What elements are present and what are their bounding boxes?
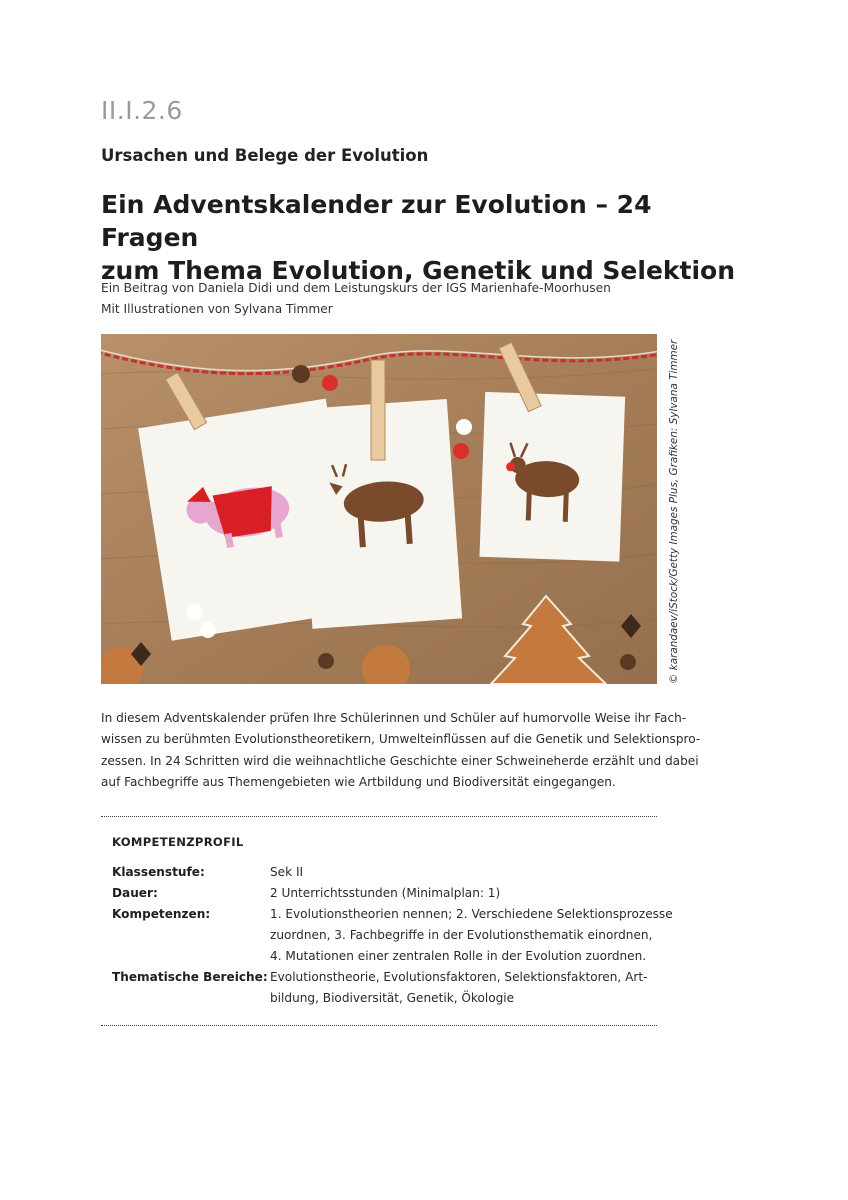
chocolate-ball	[292, 365, 310, 383]
profile-row	[112, 883, 657, 904]
dotted-divider	[101, 816, 657, 817]
authors-line: Ein Beitrag von Daniela Didi und dem Leistungskurs der IGS Marienhafe-Moorhusen	[101, 281, 611, 295]
illustrations-line: Mit Illustrationen von Sylvana Timmer	[101, 302, 333, 316]
photo-credit: © karandaev/iStock/Getty Images Plus, Grafiken: Sylvana Timmer	[668, 339, 680, 684]
document-title	[101, 188, 741, 287]
title-line: Ein Adventskalender zur Evolution – 24 Fragen	[101, 190, 652, 252]
profile-value-line: 4. Mutationen einer zentralen Rolle in der Evolution zuordnen.	[270, 949, 647, 963]
profile-row	[112, 862, 657, 883]
profile-value-line: Evolutionstheorie, Evolutionsfaktoren, Selektionsfaktoren, Art-	[270, 970, 648, 984]
intro-line: auf Fachbegriffe aus Themengebieten wie Artbildung und Biodiversität eingegangen.	[101, 775, 616, 790]
profile-key: Dauer:	[112, 886, 158, 900]
profile-value	[270, 904, 673, 967]
photo-illustration	[101, 334, 657, 684]
profile-key: Klassenstufe:	[112, 865, 205, 879]
intro-line: In diesem Adventskalender prüfen Ihre Schülerinnen und Schüler auf humorvolle Weise ihr Fach-	[101, 711, 687, 725]
profile-value-line: 2 Unterrichtsstunden (Minimalplan: 1)	[270, 886, 501, 900]
chapter-code: II.I.2.6	[101, 96, 183, 125]
candy-ball	[453, 443, 469, 459]
profile-row	[112, 967, 657, 1009]
chocolate-ball	[620, 654, 636, 670]
intro-line: zessen. In 24 Schritten wird die weihnachtliche Geschichte einer Schweineherde erzählt und dabei	[101, 753, 699, 768]
profile-value-line: Sek II	[270, 865, 304, 879]
candy-ball	[187, 604, 203, 620]
byline	[101, 278, 611, 320]
intro-line: wissen zu berühmten Evolutionstheoretikern, Umwelteinflüssen auf die Genetik und Selektionspro-	[101, 732, 701, 747]
profile-value	[270, 967, 657, 1009]
profile-value-line: 1. Evolutionstheorien nennen; 2. Verschiedene Selektionsprozesse	[270, 907, 673, 921]
profile-row	[112, 904, 673, 967]
chapter-subtitle: Ursachen und Belege der Evolution	[101, 146, 429, 165]
profile-key: Kompetenzen:	[112, 907, 211, 921]
competence-profile	[112, 862, 673, 1009]
advent-calendar-photo	[101, 334, 657, 684]
profile-value	[270, 883, 657, 904]
title-line: zum Thema Evolution, Genetik und Selektion	[101, 256, 736, 285]
profile-value-line: bildung, Biodiversität, Genetik, Ökologie	[270, 991, 515, 1005]
dotted-divider	[101, 1025, 657, 1026]
candy-ball	[322, 375, 338, 391]
candy-ball	[200, 622, 216, 638]
red-nose-reindeer-card	[479, 392, 625, 562]
chocolate-ball	[318, 653, 334, 669]
profile-heading: KOMPETENZPROFIL	[112, 835, 244, 849]
candy-ball	[456, 419, 472, 435]
profile-value	[270, 862, 657, 883]
profile-key: Thematische Bereiche:	[112, 970, 268, 984]
profile-value-line: zuordnen, 3. Fachbegriffe in der Evolutionsthematik einordnen,	[270, 928, 653, 942]
intro-paragraph	[101, 708, 701, 794]
clothespin	[371, 360, 385, 460]
